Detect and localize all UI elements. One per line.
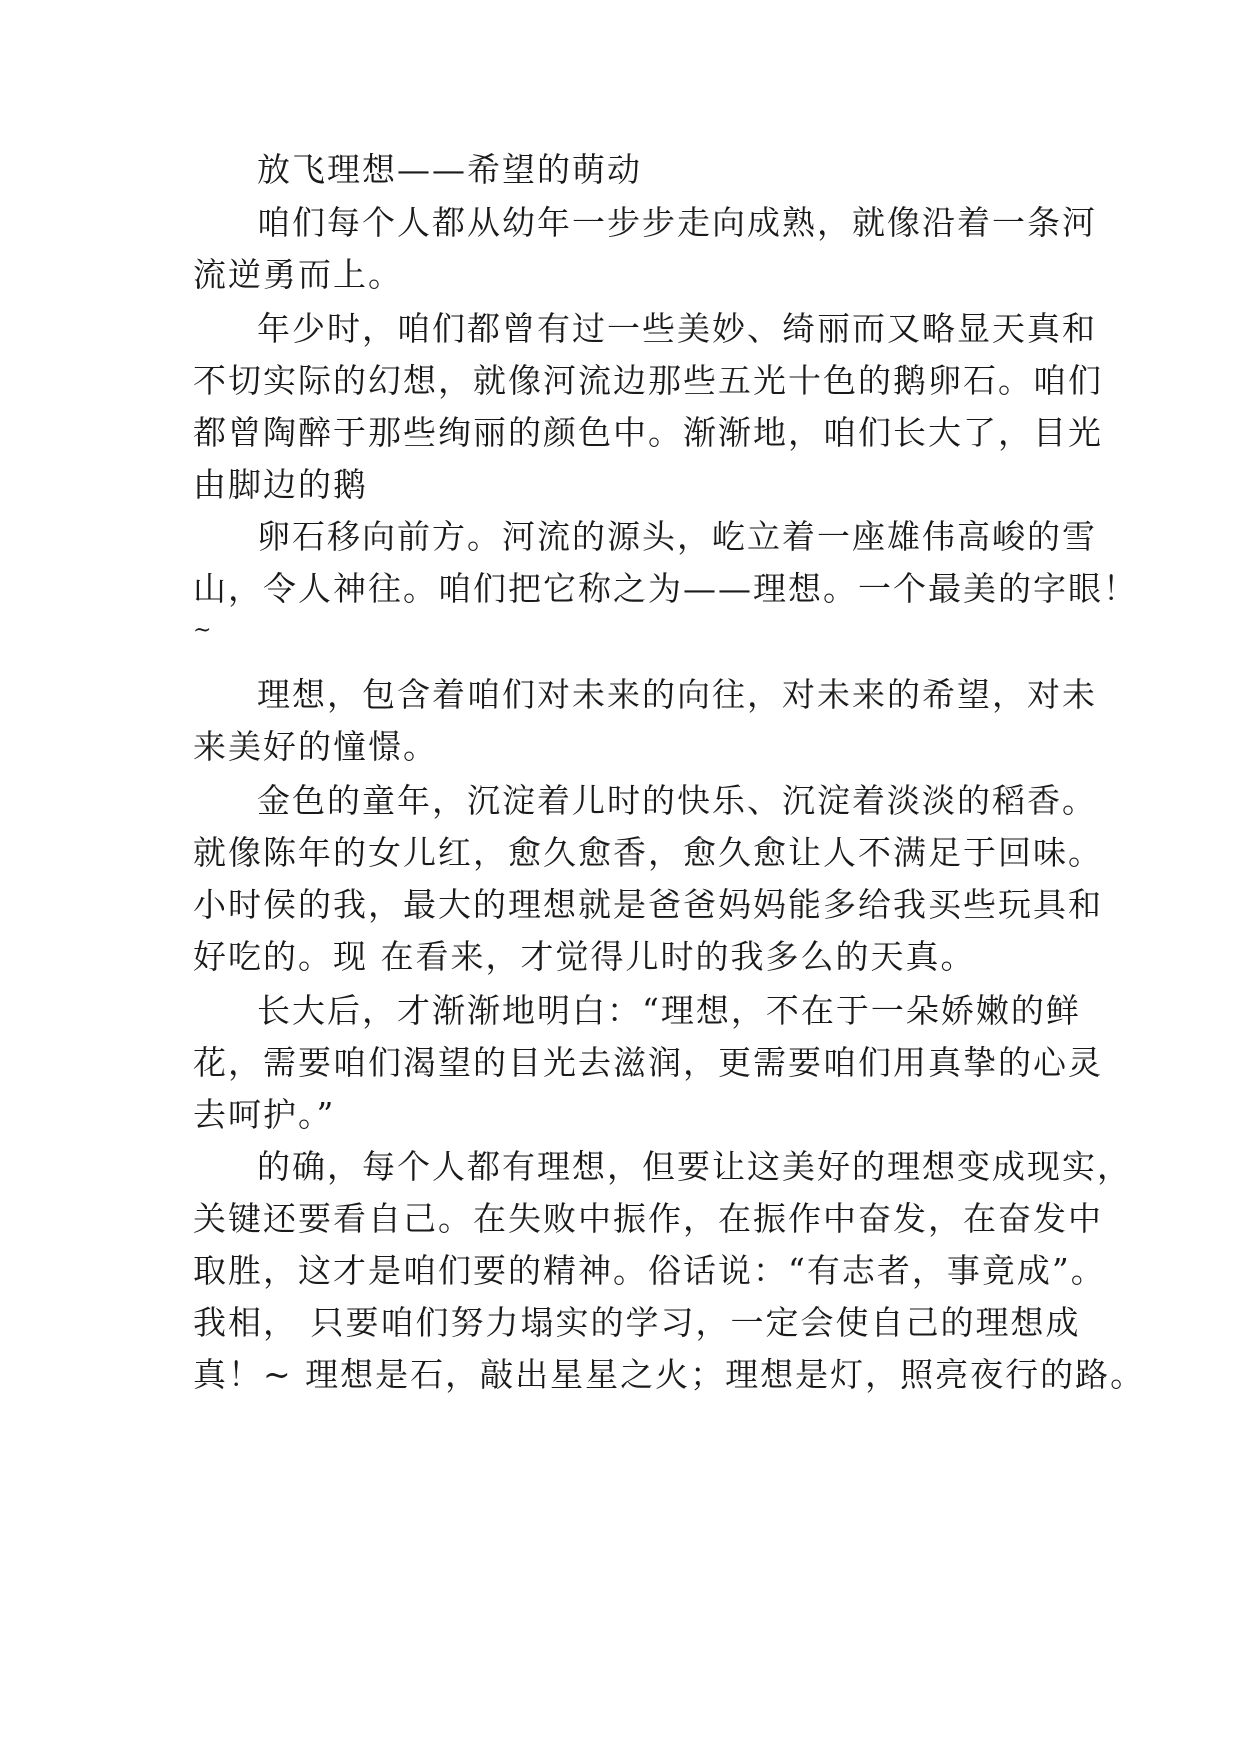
paragraph-line: 去呵护。” xyxy=(193,1095,336,1134)
paragraph-line: 花，需要咱们渴望的目光去滋润，更需要咱们用真挚的心灵 xyxy=(193,1043,1103,1082)
paragraph-line: 卵石移向前方。河流的源头，屹立着一座雄伟高峻的雪 xyxy=(257,517,1097,556)
paragraph-line: 我相， 只要咱们努力塌实的学习，一定会使自己的理想成 xyxy=(193,1303,1081,1342)
paragraph-line: 真！~ 理想是石，敲出星星之火；理想是灯，照亮夜行的路。 xyxy=(193,1355,1146,1394)
paragraph-line: 都曾陶醉于那些绚丽的颜色中。渐渐地，咱们长大了，目光 xyxy=(193,413,1103,452)
paragraph-line: 好吃的。现 在看来，才觉得儿时的我多么的天真。 xyxy=(193,937,976,976)
document-title: 放飞理想——希望的萌动 xyxy=(257,150,642,189)
paragraph-line: 小时侯的我，最大的理想就是爸爸妈妈能多给我买些玩具和 xyxy=(193,885,1103,924)
paragraph-line: 理想，包含着咱们对未来的向往，对未来的希望，对未 xyxy=(257,675,1097,714)
paragraph-line: 咱们每个人都从幼年一步步走向成熟，就像沿着一条河 xyxy=(257,203,1097,242)
paragraph-line: 不切实际的幻想，就像河流边那些五光十色的鹅卵石。咱们 xyxy=(193,361,1103,400)
paragraph-line: 就像陈年的女儿红，愈久愈香，愈久愈让人不满足于回味。 xyxy=(193,833,1103,872)
paragraph-line: 金色的童年，沉淀着儿时的快乐、沉淀着淡淡的稻香。 xyxy=(257,781,1097,820)
paragraph-line: 年少时，咱们都曾有过一些美妙、绮丽而又略显天真和 xyxy=(257,309,1097,348)
paragraph-line: 来美好的憧憬。 xyxy=(193,727,438,766)
paragraph-line: 取胜，这才是咱们要的精神。俗话说：“有志者，事竟成”。 xyxy=(193,1251,1106,1290)
paragraph-line: 山，令人神往。咱们把它称之为——理想。一个最美的字眼！ xyxy=(193,569,1138,608)
tilde-mark: ~ xyxy=(193,618,212,643)
paragraph-line: 关键还要看自己。在失败中振作，在振作中奋发，在奋发中 xyxy=(193,1199,1103,1238)
paragraph-line: 流逆勇而上。 xyxy=(193,255,403,294)
paragraph-line: 的确，每个人都有理想，但要让这美好的理想变成现实， xyxy=(257,1147,1132,1186)
paragraph-line: 由脚边的鹅 xyxy=(193,465,368,504)
paragraph-line: 长大后，才渐渐地明白：“理想，不在于一朵娇嫩的鲜 xyxy=(257,991,1081,1030)
